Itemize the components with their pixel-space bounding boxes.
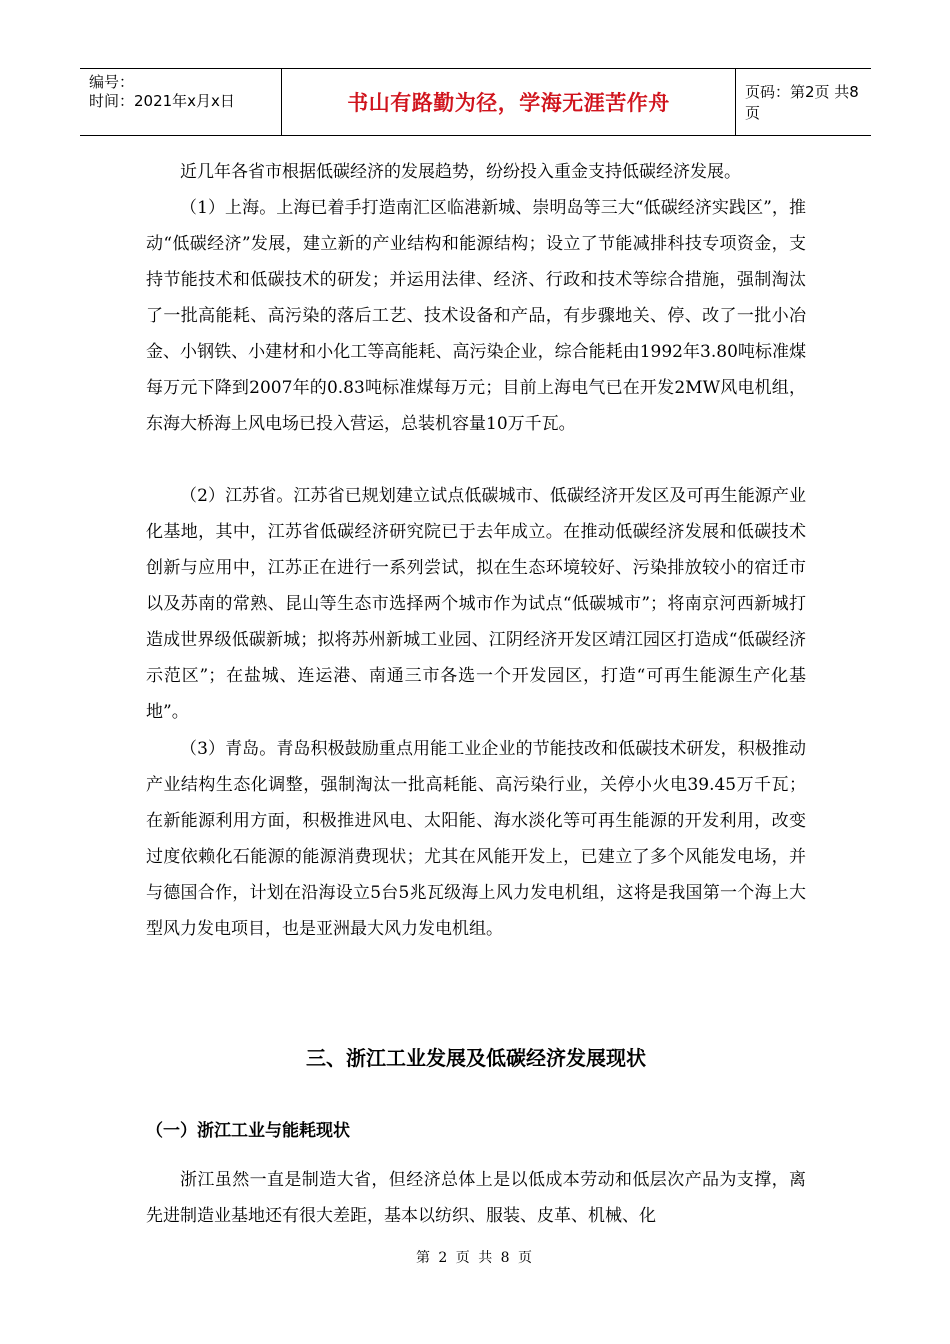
time-label: 时间：2021年x月x日 (89, 92, 235, 110)
section-title: 三、浙江工业发展及低碳经济发展现状 (306, 1046, 646, 1070)
header-info-cell (80, 69, 281, 135)
header-table (80, 68, 871, 136)
qingdao-paragraph: （3）青岛。青岛积极鼓励重点用能工业企业的节能技改和低碳技术研发，积极推动产业结构生态化调整，强制淘汰一批高耗能、高污染行业，关停小火电39.45万千瓦；在新能源利用方面，积极推进风电、太阳能、海水淡化等可再生能源的开发利用，改变过度依赖化石能源的能源消费现状；尤其在风能开发上，已建立了多个风能发电场，并与德国合作，计划在沿海设立5台5兆瓦级海上风力发电机组，这将是我国第一个海上大型风力发电项目，也是亚洲最大风力发电机组。 (146, 739, 806, 939)
zhejiang-paragraph: 浙江虽然一直是制造大省，但经济总体上是以低成本劳动和低层次产品为支撑，离先进制造业基地还有很大差距，基本以纺织、服装、皮革、机械、化 (146, 1170, 806, 1226)
header-motto: 书山有路勤为径，学海无涯苦作舟 (281, 69, 736, 135)
header-page-info: 页码：第2页 共8页 (745, 83, 859, 122)
number-label: 编号： (89, 73, 135, 91)
intro-paragraph: 近几年各省市根据低碳经济的发展趋势，纷纷投入重金支持低碳经济发展。 (180, 162, 741, 182)
subsection-title: （一）浙江工业与能耗现状 (146, 1121, 350, 1141)
page-footer: 第 2 页 共 8 页 (415, 1250, 535, 1266)
jiangsu-paragraph: （2）江苏省。江苏省已规划建立试点低碳城市、低碳经济开发区及可再生能源产业化基地，其中，江苏省低碳经济研究院已于去年成立。在推动低碳经济发展和低碳技术创新与应用中，江苏正在进行一系列尝试，拟在生态环境较好、污染排放较小的宿迁市以及苏南的常熟、昆山等生态市选择两个城市作为试点“低碳城市”；将南京河西新城打造成世界级低碳新城；拟将苏州新城工业园、江阴经济开发区靖江园区打造成“低碳经济示范区”；在盐城、连运港、南通三市各选一个开发园区，打造“可再生能源生产化基地”。 (146, 486, 806, 722)
shanghai-paragraph: （1）上海。上海已着手打造南汇区临港新城、崇明岛等三大“低碳经济实践区”，推动“低碳经济”发展，建立新的产业结构和能源结构；设立了节能减排科技专项资金，支持节能技术和低碳技术的研发；并运用法律、经济、行政和技术等综合措施，强制淘汰了一批高能耗、高污染的落后工艺、技术设备和产品，有步骤地关、停、改了一批小冶金、小钢铁、小建材和小化工等高能耗、高污染企业，综合能耗由1992年3.80吨标准煤每万元下降到2007年的0.83吨标准煤每万元；目前上海电气已在开发2MW风电机组，东海大桥海上风电场已投入营运，总装机容量10万千瓦。 (146, 198, 806, 434)
